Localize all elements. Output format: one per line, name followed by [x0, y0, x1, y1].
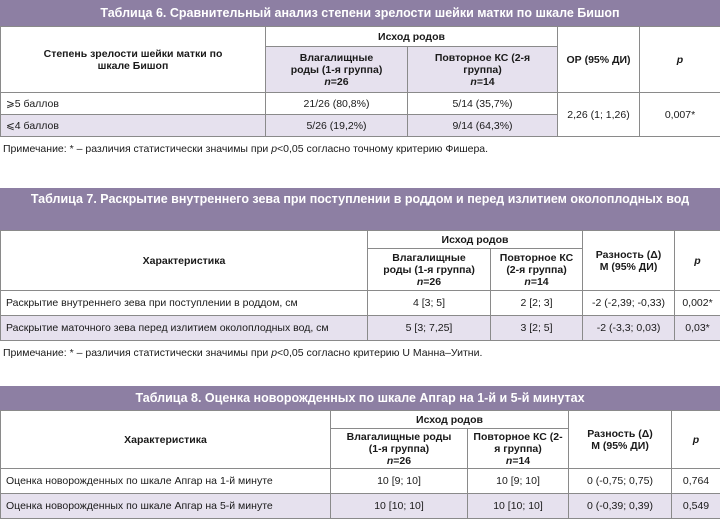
table-6-title: Таблица 6. Сравнительный анализ степени зрелости шейки матки по шкале Бишоп [0, 0, 720, 26]
table-8-col-outcome: Исход родов [331, 411, 569, 429]
table-7-col-group2 [491, 249, 583, 291]
table-7-grid [0, 230, 720, 341]
note-p: p [271, 143, 278, 155]
cell-group1: 10 [10; 10] [331, 494, 468, 519]
n-value: =26 [393, 454, 412, 467]
cell-diff: 0 (-0,75; 0,75) [569, 469, 672, 494]
cell-group1: 5/26 (19,2%) [266, 115, 408, 137]
table-8-col-group1-label: Влагалищные роды (1-я группа) [346, 430, 452, 455]
n-value: =14 [476, 75, 495, 88]
table-8 [0, 386, 720, 519]
cell-group2: 10 [10; 10] [468, 494, 569, 519]
cell-p: 0,764 [672, 469, 720, 494]
table-7-note [0, 341, 720, 359]
table-6-note [0, 137, 720, 155]
cell-group1: 21/26 (80,8%) [266, 93, 408, 115]
table-7-col-group2-label: Повторное КС (2-я группа) [499, 251, 574, 276]
n-label: n [524, 275, 531, 288]
n-value: =26 [423, 275, 442, 288]
table-row [1, 93, 720, 115]
cell-group2: 10 [9; 10] [468, 469, 569, 494]
table-8-title: Таблица 8. Оценка новорожденных по шкале Апгар на 1-й и 5-й минутах [0, 386, 720, 410]
table-6-col-outcome: Исход родов [266, 27, 558, 47]
table-7 [0, 188, 720, 359]
table-6-grid [0, 26, 720, 137]
n-label: n [324, 75, 331, 88]
cell-p: 0,549 [672, 494, 720, 519]
table-7-title: Таблица 7. Раскрытие внутреннего зева при поступлении в роддом и перед излитием околоплодных вод [0, 188, 720, 230]
cell-group1: 5 [3; 7,25] [368, 316, 491, 341]
table-6-col-characteristic: Степень зрелости шейки матки по шкале Бишоп [1, 27, 266, 93]
row-label: Оценка новорожденных по шкале Апгар на 1-й минуте [1, 469, 331, 494]
n-label: n [386, 454, 394, 467]
note-text: Примечание: * – различия статистически значимы при [3, 143, 272, 155]
table-6-col-group2-label: Повторное КС (2-я группа) [434, 51, 531, 76]
note-p: p [271, 347, 278, 359]
row-label: Оценка новорожденных по шкале Апгар на 5-й минуте [1, 494, 331, 519]
table-7-col-diff: Разность (Δ) М (95% ДИ) [583, 231, 675, 291]
table-8-col-group2 [468, 429, 569, 469]
table-7-col-group1 [368, 249, 491, 291]
table-6 [0, 0, 720, 155]
table-6-col-or: ОР (95% ДИ) [558, 27, 640, 93]
cell-group2: 3 [2; 5] [491, 316, 583, 341]
cell-p: 0,03* [675, 316, 720, 341]
table-row [1, 469, 720, 494]
n-value: =26 [330, 75, 349, 88]
table-row [1, 494, 720, 519]
cell-group2: 5/14 (35,7%) [408, 93, 558, 115]
row-label: Раскрытие маточного зева перед излитием околоплодных вод, см [1, 316, 368, 341]
table-6-col-group2 [408, 47, 558, 93]
table-row [1, 316, 720, 341]
cell-p: 0,002* [675, 291, 720, 316]
cell-group1: 4 [3; 5] [368, 291, 491, 316]
note-text: <0,05 согласно точному критерию Фишера. [277, 143, 489, 155]
cell-group2: 2 [2; 3] [491, 291, 583, 316]
cell-or: 2,26 (1; 1,26) [558, 93, 640, 137]
cell-diff: 0 (-0,39; 0,39) [569, 494, 672, 519]
table-7-col-p: p [675, 231, 720, 291]
n-label: n [470, 75, 477, 88]
table-6-col-group1 [266, 47, 408, 93]
row-label: ⩾5 баллов [1, 93, 266, 115]
table-6-col-group1-label: Влагалищные роды (1-я группа) [290, 51, 383, 76]
cell-diff: -2 (-3,3; 0,03) [583, 316, 675, 341]
table-8-col-p: p [672, 411, 720, 469]
row-label: Раскрытие внутреннего зева при поступлении в роддом, см [1, 291, 368, 316]
table-7-col-outcome: Исход родов [368, 231, 583, 249]
table-6-col-p: p [640, 27, 720, 93]
table-7-col-group1-label: Влагалищные роды (1-я группа) [383, 251, 475, 276]
note-text: <0,05 согласно критерию U Манна–Уитни. [277, 347, 483, 359]
note-text: Примечание: * – различия статистически значимы при [3, 347, 272, 359]
cell-p: 0,007* [640, 93, 720, 137]
cell-diff: -2 (-2,39; -0,33) [583, 291, 675, 316]
cell-group2: 9/14 (64,3%) [408, 115, 558, 137]
table-8-col-characteristic: Характеристика [1, 411, 331, 469]
table-8-col-diff: Разность (Δ) М (95% ДИ) [569, 411, 672, 469]
row-label: ⩽4 баллов [1, 115, 266, 137]
table-8-col-group1 [331, 429, 468, 469]
n-value: =14 [512, 454, 531, 467]
table-8-grid [0, 410, 720, 519]
n-label: n [416, 275, 424, 288]
n-value: =14 [530, 275, 549, 288]
cell-group1: 10 [9; 10] [331, 469, 468, 494]
table-8-col-group2-label: Повторное КС (2-я группа) [473, 430, 563, 455]
table-row [1, 291, 720, 316]
n-label: n [505, 454, 513, 467]
table-7-col-characteristic: Характеристика [1, 231, 368, 291]
